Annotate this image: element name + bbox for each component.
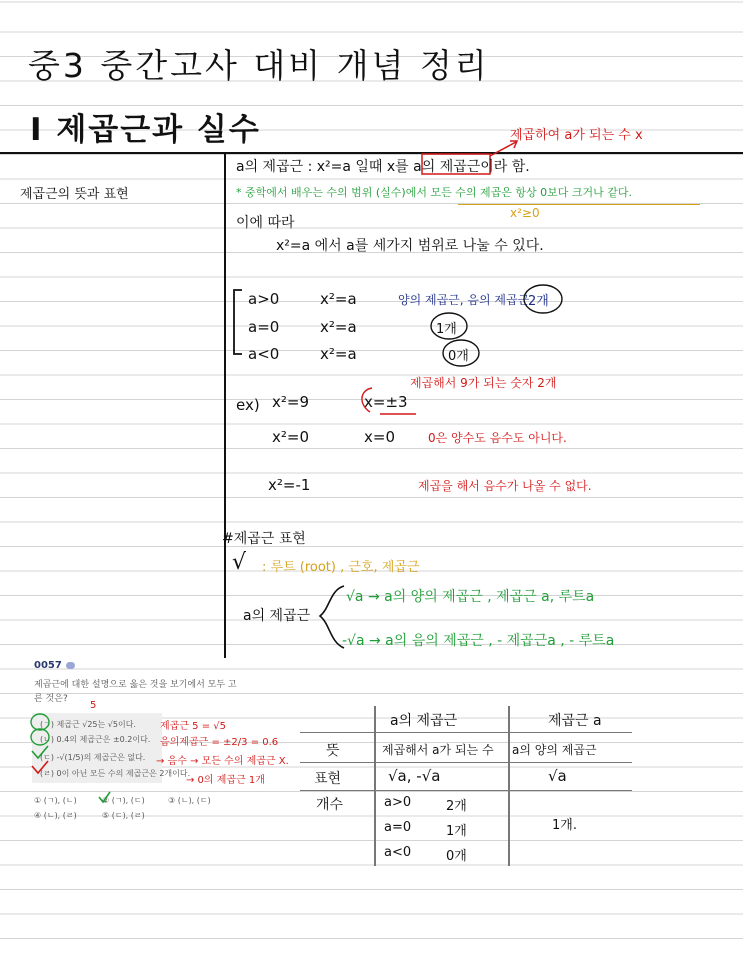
example-note: 제곱을 해서 음수가 나올 수 없다.	[418, 479, 592, 493]
case-cond: a<0	[248, 345, 280, 363]
table-count-cond: a=0	[384, 820, 412, 835]
accordingly-text: 이에 따라	[236, 215, 295, 231]
count-circle	[520, 282, 566, 316]
problem-red-note: → 음수 → 모든 수의 제곱근 X.	[156, 756, 289, 767]
problem-red-note: 제곱근 5 = √5	[160, 721, 226, 732]
example-answer: x=±3	[364, 393, 408, 411]
root-symbol: √	[232, 550, 247, 575]
table-cell: a의 양의 제곱근	[512, 743, 597, 757]
table-header-root-a: 제곱근 a	[548, 713, 602, 729]
answer-option[interactable]: ⑤ (ㄷ), (ㄹ)	[102, 811, 145, 820]
problem-red-note: → 0의 제곱근 1개	[186, 775, 265, 786]
selected-option-mark	[96, 789, 112, 805]
problem-item: (ㄹ) 0이 아닌 모든 수의 제곱근은 2개이다.	[40, 769, 191, 778]
example-eq: x²=-1	[268, 476, 311, 494]
definition-note: 제곱하여 a가 되는 수 x	[510, 128, 643, 143]
header-divider	[0, 152, 743, 154]
table-count-val: 2개	[446, 799, 467, 814]
root-definition: a의 제곱근 : x²=a 일때 x를 a의 제곱근이라 함.	[236, 159, 530, 175]
table-divider-v1	[374, 706, 376, 866]
table-header-root: a의 제곱근	[390, 713, 458, 729]
expression-title: #제곱근 표현	[222, 531, 306, 547]
vertical-margin-line	[224, 153, 226, 658]
a-square-root-label: a의 제곱근	[243, 608, 311, 624]
table-count-val: 1개	[446, 824, 467, 839]
nonneg-square: x²≥0	[510, 206, 540, 220]
problem-badge-icon	[66, 662, 75, 669]
case-eq: x²=a	[320, 345, 357, 363]
answer-check-marks	[26, 706, 86, 786]
table-cell: √a	[548, 767, 567, 785]
problem-item: (ㄱ) 제곱근 √25는 √5이다.	[40, 720, 136, 729]
table-count-val: 1개.	[552, 818, 577, 833]
page-title: 중3 중간고사 대비 개념 정리	[28, 46, 490, 85]
problem-number: 0057	[34, 660, 62, 671]
answer-option[interactable]: ③ (ㄴ), (ㄷ)	[168, 796, 211, 805]
example-note: 0은 양수도 음수도 아니다.	[428, 431, 567, 445]
table-row-label: 개수	[316, 797, 344, 813]
answer-option[interactable]: ② (ㄱ), (ㄷ)	[102, 796, 145, 805]
real-number-note: * 중학에서 배우는 수의 범위 (실수)에서 모든 수의 제곱은 항상 0보다 크거나 같다.	[236, 186, 632, 199]
table-row-label: 뜻	[326, 743, 340, 759]
positive-root-line: √a → a의 양의 제곱근 , 제곱근 a, 루트a	[346, 589, 595, 605]
case-cond: a=0	[248, 318, 280, 336]
root-names: : 루트 (root) , 근호, 제곱근	[262, 560, 420, 575]
highlight-underline	[458, 204, 700, 205]
count-circle	[440, 337, 482, 369]
table-divider-h2	[300, 762, 632, 763]
cases-bracket	[230, 288, 244, 358]
section-title: Ⅰ 제곱근과 실수	[30, 112, 261, 148]
table-cell: √a, -√a	[388, 767, 441, 785]
table-divider-h1	[300, 732, 632, 733]
table-count-cond: a>0	[384, 795, 412, 810]
case-count: 2개	[528, 294, 549, 309]
example-eq: x²=9	[272, 393, 310, 411]
table-cell: 제곱해서 a가 되는 수	[382, 743, 494, 757]
case-result: 양의 제곱근, 음의 제곱근	[398, 293, 530, 307]
problem-item: (ㄷ) -√(1/5)의 제곱근은 없다.	[40, 753, 146, 762]
negative-root-line: -√a → a의 음의 제곱근 , - 제곱근a , - 루트a	[342, 633, 615, 649]
answer-option[interactable]: ④ (ㄴ), (ㄹ)	[34, 811, 77, 820]
example-label: ex)	[236, 396, 260, 414]
table-divider-h3	[300, 790, 632, 791]
topic-label: 제곱근의 뜻과 표현	[20, 187, 129, 202]
case-count: 0개	[448, 349, 469, 364]
case-eq: x²=a	[320, 290, 357, 308]
case-eq: x²=a	[320, 318, 357, 336]
table-divider-v2	[508, 706, 510, 866]
table-count-val: 0개	[446, 849, 467, 864]
table-row-label: 표현	[314, 771, 342, 787]
answer-option[interactable]: ① (ㄱ), (ㄴ)	[34, 796, 77, 805]
table-count-cond: a<0	[384, 845, 412, 860]
example-answer: x=0	[364, 428, 395, 446]
example-note: 제곱해서 9가 되는 숫자 2개	[410, 376, 557, 390]
problem-item: (ㄴ) 0.4의 제곱근은 ±0.2이다.	[40, 735, 151, 744]
case-count: 1개	[436, 322, 457, 337]
red-mark: 5	[90, 700, 97, 711]
example-eq: x²=0	[272, 428, 310, 446]
three-ranges-text: x²=a 에서 a를 세가지 범위로 나눌 수 있다.	[276, 238, 544, 254]
case-cond: a>0	[248, 290, 280, 308]
problem-question: 제곱근에 대한 설명으로 옳은 것을 보기에서 모두 고른 것은?	[34, 680, 237, 704]
problem-red-note: 음의제곱근 = ±2/3 = 0.6	[160, 737, 279, 748]
